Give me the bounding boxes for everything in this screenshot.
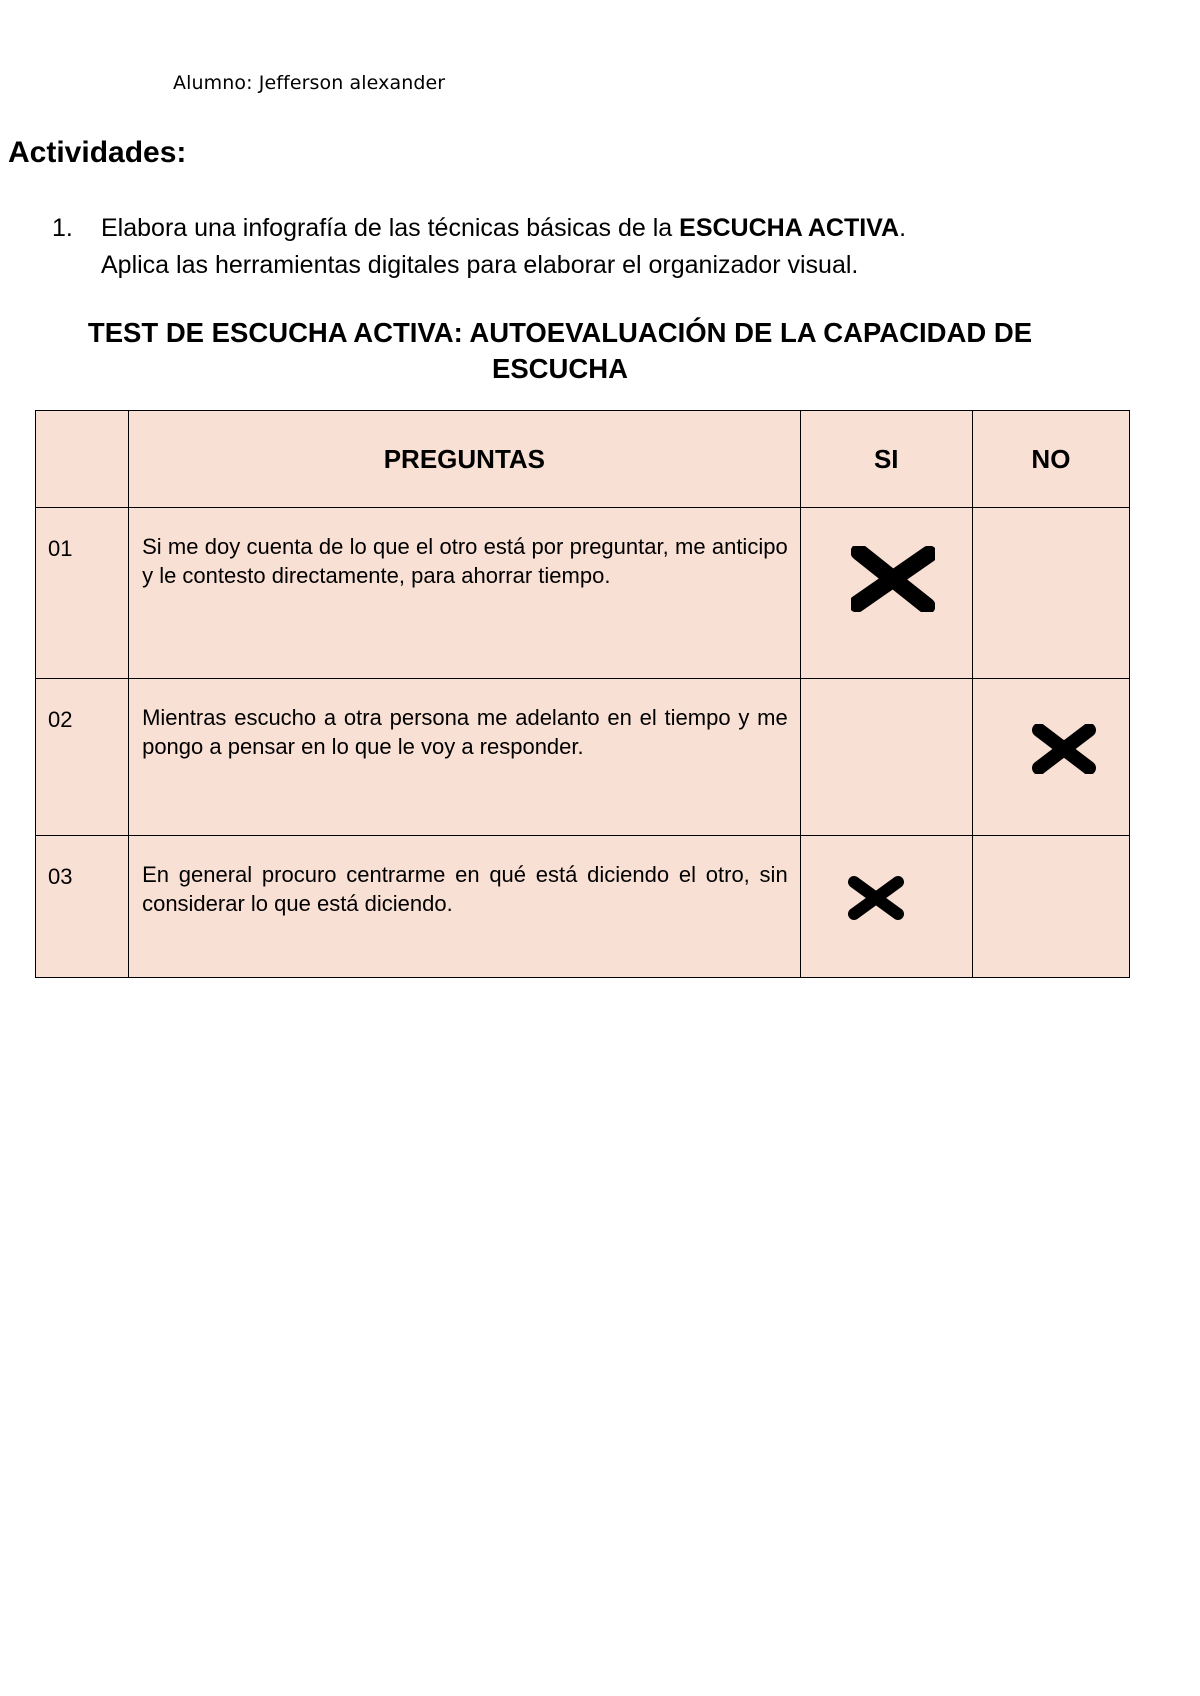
answer-yes-cell[interactable] (800, 508, 972, 679)
test-title (0, 315, 1120, 387)
x-mark-icon (851, 546, 935, 612)
x-mark-icon (1032, 724, 1096, 774)
row-number: 02 (36, 679, 129, 836)
row-question: Si me doy cuenta de lo que el otro está por preguntar, me anticipo y le contesto directamente, para ahorrar tiempo. (129, 508, 801, 679)
answer-yes-cell[interactable] (800, 836, 972, 978)
answer-yes-cell[interactable] (800, 679, 972, 836)
header-no: NO (972, 411, 1129, 508)
header-number (36, 411, 129, 508)
student-line (173, 72, 445, 94)
header-yes: SI (800, 411, 972, 508)
row-question: En general procuro centrarme en qué está diciendo el otro, sin considerar lo que está diciendo. (129, 836, 801, 978)
row-question: Mientras escucho a otra persona me adelanto en el tiempo y me pongo a pensar en lo que le voy a responder. (129, 679, 801, 836)
activity-number: 1. (52, 214, 73, 242)
row-number: 01 (36, 508, 129, 679)
table-header-row (36, 411, 1130, 508)
test-title-line2: ESCUCHA (492, 353, 628, 384)
activities-heading: Actividades: (8, 136, 187, 169)
answer-no-cell[interactable] (972, 679, 1129, 836)
table-row (36, 836, 1130, 978)
answer-no-cell[interactable] (972, 508, 1129, 679)
activity-text-bold: ESCUCHA ACTIVA (679, 214, 900, 242)
test-title-line1: TEST DE ESCUCHA ACTIVA: AUTOEVALUACIÓN DE LA CAPACIDAD DE (87, 317, 1033, 348)
test-table (35, 410, 1130, 978)
table-row (36, 508, 1130, 679)
student-label: Alumno: (173, 72, 253, 94)
activity-item (52, 210, 1092, 284)
activity-text-line2: Aplica las herramientas digitales para elaborar el organizador visual. (101, 251, 859, 279)
student-name: Jefferson alexander (258, 72, 446, 94)
activity-text-end: . (899, 214, 907, 242)
answer-no-cell[interactable] (972, 836, 1129, 978)
x-mark-icon (848, 876, 904, 920)
header-questions: PREGUNTAS (129, 411, 801, 508)
activity-text (101, 210, 906, 284)
table-row (36, 679, 1130, 836)
row-number: 03 (36, 836, 129, 978)
activity-text-start: Elabora una infografía de las técnicas básicas de la (101, 214, 680, 242)
